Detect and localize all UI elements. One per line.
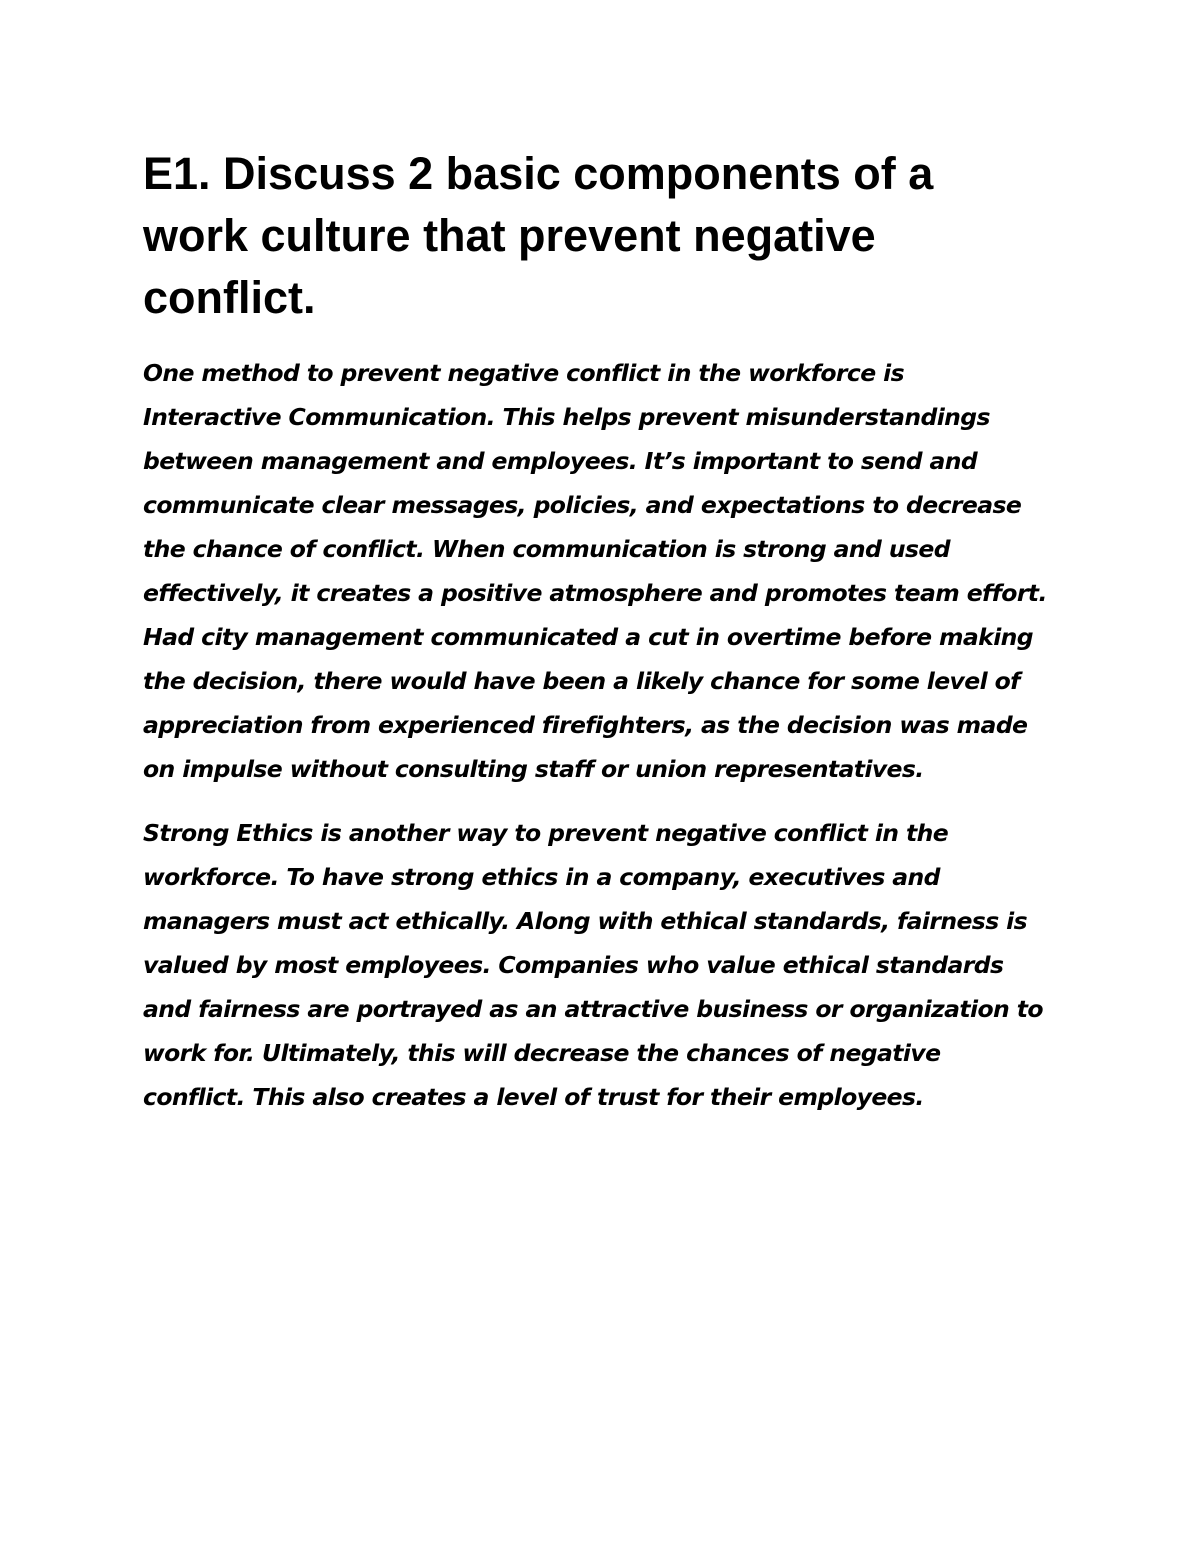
document-heading xyxy=(143,143,1003,329)
paragraph-line: on impulse without consulting staff or union representatives. xyxy=(143,755,924,783)
paragraph-line: the decision, there would have been a likely chance for some level of xyxy=(143,667,1020,695)
heading-line: work culture that prevent negative xyxy=(143,210,876,261)
paragraph-line: effectively, it creates a positive atmosphere and promotes team effort. xyxy=(143,579,1047,607)
heading-line: E1. Discuss 2 basic components of a xyxy=(143,148,934,199)
paragraph-line: workforce. To have strong ethics in a company, executives and xyxy=(143,863,940,891)
paragraph-line: and fairness are portrayed as an attractive business or organization to xyxy=(143,995,1043,1023)
document-content xyxy=(143,143,1073,1139)
paragraph-line: managers must act ethically. Along with ethical standards, fairness is xyxy=(143,907,1028,935)
paragraph-interactive-communication xyxy=(143,351,1073,791)
paragraph-line: conflict. This also creates a level of trust for their employees. xyxy=(143,1083,924,1111)
paragraph-line: between management and employees. It’s important to send and xyxy=(143,447,978,475)
paragraph-strong-ethics xyxy=(143,811,1073,1119)
paragraph-line: the chance of conflict. When communication is strong and used xyxy=(143,535,950,563)
paragraph-line: Interactive Communication. This helps prevent misunderstandings xyxy=(143,403,990,431)
paragraph-line: work for. Ultimately, this will decrease the chances of negative xyxy=(143,1039,941,1067)
paragraph-line: Had city management communicated a cut in overtime before making xyxy=(143,623,1034,651)
paragraph-line: communicate clear messages, policies, and expectations to decrease xyxy=(143,491,1022,519)
paragraph-line: Strong Ethics is another way to prevent negative conflict in the xyxy=(143,819,949,847)
heading-line: conflict. xyxy=(143,272,316,323)
paragraph-line: One method to prevent negative conflict in the workforce is xyxy=(143,359,905,387)
paragraph-line: valued by most employees. Companies who value ethical standards xyxy=(143,951,1004,979)
paragraph-line: appreciation from experienced firefighters, as the decision was made xyxy=(143,711,1028,739)
